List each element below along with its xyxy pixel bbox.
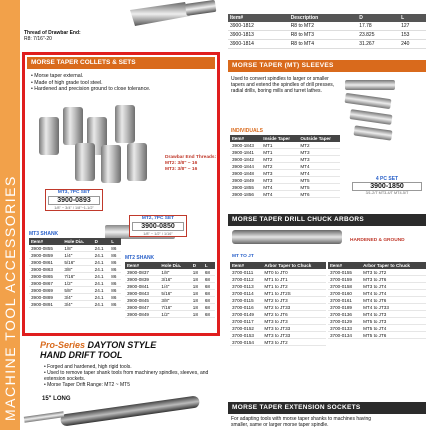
table-row: [230, 191, 340, 198]
mt3-set-title: MT3, 7PC SET: [57, 190, 91, 195]
table-cell: 5/16": [159, 290, 190, 297]
table-row: [125, 276, 215, 283]
drawbar-title: Drawbar End Threads:: [165, 155, 217, 160]
table-cell: MT4: [261, 184, 298, 191]
table-row: [228, 40, 426, 49]
table-cell: 3700-0129: [328, 318, 361, 325]
table-cell: MT2: [261, 163, 298, 170]
table-row: [230, 332, 326, 339]
table-cell: 3900-1842: [230, 156, 261, 163]
table-header: Inside Taper: [261, 135, 298, 142]
mt3-set-number: 3900-0893: [48, 196, 100, 205]
table-header: Item#: [230, 262, 262, 269]
arbors-title: MORSE TAPER DRILL CHUCK ARBORS: [228, 214, 426, 226]
pro-series-label: Pro-Series: [40, 340, 86, 350]
table-cell: 18: [191, 290, 203, 297]
table-cell: 3700-0161: [328, 297, 361, 304]
table-cell: 24.1: [93, 252, 110, 259]
thread-label: Thread of Drawbar End:: [24, 30, 81, 36]
mt2-set-box: [129, 215, 187, 237]
table-cell: MT2 to JT6: [262, 311, 326, 318]
table-cell: 86: [109, 245, 121, 252]
mt3-set-box: [45, 189, 103, 211]
table-cell: MT4: [298, 163, 340, 170]
collets-image: [31, 95, 151, 185]
table-cell: 3700-0133: [328, 325, 361, 332]
table-cell: 68: [203, 311, 215, 318]
table-cell: 3700-0114: [230, 290, 262, 297]
table-cell: 7/16": [62, 273, 92, 280]
table-cell: MT5 to JT6: [361, 332, 426, 339]
table-cell: 18: [191, 276, 203, 283]
table-row: [125, 311, 215, 318]
table-row: [328, 325, 426, 332]
table-row: [125, 283, 215, 290]
table-cell: MT1 to JT1: [262, 276, 326, 283]
table-cell: MT3 to JT2: [361, 269, 426, 276]
sleeves-set-number: 3900-1850: [352, 182, 422, 191]
table-cell: 1/2": [159, 311, 190, 318]
table-row: [230, 170, 340, 177]
table-cell: MT2 to JT3: [262, 297, 326, 304]
table-row: [228, 31, 426, 40]
table-cell: MT3: [298, 156, 340, 163]
dayton-title: [40, 340, 156, 360]
table-row: [230, 318, 326, 325]
table-cell: 3900-0867: [29, 280, 62, 287]
table-cell: MT4: [298, 170, 340, 177]
table-row: [230, 339, 326, 346]
table-cell: 3900-0869: [29, 287, 62, 294]
table-row: [29, 259, 121, 266]
sidebar-strip: [0, 0, 20, 430]
list-item: • Morse Taper Drift Range: MT2 ~ MT5: [44, 382, 224, 388]
table-cell: MT4: [261, 191, 298, 198]
table-cell: 1/8": [62, 245, 92, 252]
table-cell: MT4 to JT33: [361, 304, 426, 311]
table-cell: 68: [203, 269, 215, 276]
morse-collets-panel: [22, 52, 220, 336]
table-cell: 86: [109, 294, 121, 301]
table-row: [230, 311, 326, 318]
table-cell: 24.1: [93, 287, 110, 294]
table-cell: 24.1: [93, 266, 110, 273]
long-label: 15" LONG: [42, 396, 71, 402]
table-cell: 3700-0112: [230, 276, 262, 283]
thread-spec: [24, 30, 81, 42]
table-header: Item#: [125, 262, 159, 269]
table-row: [230, 290, 326, 297]
arbors-table-left: [230, 262, 326, 346]
table-cell: MT6: [298, 191, 340, 198]
table-header: Item#: [29, 238, 62, 245]
table-cell: 86: [109, 301, 121, 308]
sleeves-table: [230, 135, 340, 198]
table-cell: MT1 to JT2: [262, 283, 326, 290]
sleeves-set-box: [352, 176, 422, 195]
table-cell: MT3 to JT33: [262, 332, 326, 339]
table-cell: MT3 to JT4: [361, 283, 426, 290]
table-row: [29, 252, 121, 259]
table-header: Item#: [230, 135, 261, 142]
table-cell: 3700-0152: [230, 325, 262, 332]
table-cell: 3900-0847: [125, 304, 159, 311]
arbor-image: [232, 230, 342, 244]
dayton-features: [44, 364, 224, 388]
table-cell: 24.1: [93, 245, 110, 252]
extension-title: MORSE TAPER EXTENSION SOCKETS: [228, 402, 426, 414]
collets-features: [31, 73, 150, 93]
drawbar-threads: [165, 155, 216, 173]
table-cell: 3900-1844: [230, 163, 261, 170]
table-row: [328, 297, 426, 304]
table-header: Hole Dia.: [62, 238, 92, 245]
table-cell: 18: [191, 269, 203, 276]
table-row: [230, 325, 326, 332]
collet-piece: [101, 145, 121, 183]
table-row: [328, 311, 426, 318]
table-cell: 3700-0111: [230, 269, 262, 276]
table-row: [29, 273, 121, 280]
table-cell: MT3 to JT2: [262, 339, 326, 346]
table-cell: 3700-0134: [328, 332, 361, 339]
table-cell: 3900-0841: [125, 283, 159, 290]
table-cell: 68: [203, 290, 215, 297]
collets-title: MORSE TAPER COLLETS & SETS: [27, 57, 215, 69]
table-row: [230, 163, 340, 170]
table-cell: 7/16": [159, 304, 190, 311]
mt2-set-title: MT2, 7PC SET: [141, 216, 175, 221]
table-row: [230, 297, 326, 304]
table-cell: 24.1: [93, 273, 110, 280]
table-cell: MT4 to JT4: [361, 290, 426, 297]
table-row: [230, 149, 340, 156]
collet-piece: [75, 143, 95, 181]
drawbar-mt2: MT2: 3/8" ~ 16: [165, 161, 198, 166]
sleeves-set-range: 3/1-2/T MT3-4/T MT4-5/T: [365, 191, 409, 195]
hardened-label: HARDENED & GROUND: [350, 238, 405, 243]
table-cell: 5/8": [62, 287, 92, 294]
table-cell: 3700-0189: [328, 304, 361, 311]
mt3-set-range: 1/8" ~ 3/4" / 1/8"~1-1/2": [54, 206, 94, 210]
table-cell: 3900-1814: [228, 40, 289, 49]
table-cell: 24.1: [93, 259, 110, 266]
table-header: L: [109, 238, 121, 245]
collet-piece: [63, 107, 83, 145]
table-cell: 18: [191, 304, 203, 311]
table-cell: 3700-0117: [230, 318, 262, 325]
list-item: • Made of high grade tool steel.: [31, 80, 150, 87]
table-cell: 24.1: [93, 280, 110, 287]
table-row: [125, 304, 215, 311]
table-header: L: [399, 14, 426, 22]
table-row: [228, 22, 426, 31]
table-cell: 3900-0891: [29, 301, 62, 308]
extension-description: For adapting tools with morse taper shanks to machines having smaller, same or larger morse taper spindle.: [231, 416, 372, 428]
dayton-title-line2: HAND DRIFT TOOL: [40, 350, 123, 360]
mt2-shank-label: MT2 SHANK: [125, 255, 155, 261]
table-cell: 86: [109, 266, 121, 273]
table-cell: 86: [109, 259, 121, 266]
table-cell: 3700-0115: [230, 297, 262, 304]
table-cell: 3900-1848: [230, 170, 261, 177]
r8-table: [228, 14, 426, 49]
table-row: [29, 280, 121, 287]
table-cell: MT5 to JT3: [361, 318, 426, 325]
table-header: Outside Taper: [298, 135, 340, 142]
sleeves-set-title: 4 PC SET: [375, 176, 399, 182]
table-cell: 3700-0155: [328, 269, 361, 276]
table-row: [328, 283, 426, 290]
table-cell: 1/4": [62, 252, 92, 259]
table-header: D: [191, 262, 203, 269]
table-row: [29, 287, 121, 294]
table-cell: MT3 to JT33: [262, 325, 326, 332]
table-cell: 3900-1812: [228, 22, 289, 31]
dayton-title-line1: DAYTON STYLE: [85, 340, 157, 350]
table-cell: 3900-1843: [230, 142, 261, 149]
table-cell: 3900-0839: [125, 276, 159, 283]
table-row: [230, 276, 326, 283]
table-cell: MT0 to JT0: [262, 269, 326, 276]
table-cell: 23.825: [357, 31, 399, 40]
table-cell: 127: [399, 22, 426, 31]
table-cell: 1/4": [159, 283, 190, 290]
table-cell: 3700-0160: [328, 290, 361, 297]
table-header: Item#: [328, 262, 361, 269]
table-row: [230, 304, 326, 311]
table-cell: 3/4": [62, 294, 92, 301]
table-row: [230, 156, 340, 163]
table-cell: MT3: [298, 149, 340, 156]
sleeve-image: [353, 125, 392, 140]
table-header: L: [203, 262, 215, 269]
table-row: [230, 177, 340, 184]
table-cell: 3700-0116: [230, 304, 262, 311]
table-cell: 3700-0158: [328, 283, 361, 290]
drift-tool-tip: [24, 411, 64, 423]
table-header: D: [93, 238, 110, 245]
sleeve-image: [350, 109, 393, 125]
table-cell: 3700-0113: [230, 283, 262, 290]
table-cell: 1/2": [62, 280, 92, 287]
table-cell: 3/8": [62, 266, 92, 273]
collet-piece: [39, 117, 59, 155]
table-header: Hole Dia.: [159, 262, 190, 269]
drift-tool-image: [60, 395, 200, 426]
table-cell: MT5: [298, 177, 340, 184]
table-cell: R8 to MT2: [289, 22, 358, 31]
sleeves-title: MORSE TAPER (MT) SLEEVES: [228, 60, 426, 72]
table-row: [328, 276, 426, 283]
thread-value: R8: 7/16"-20: [24, 36, 52, 42]
table-cell: MT5 to JT4: [361, 325, 426, 332]
table-row: [125, 297, 215, 304]
table-row: [328, 290, 426, 297]
table-cell: MT4 to JT3: [361, 311, 426, 318]
mt3-shank-table: [29, 238, 121, 308]
list-item: • Forged and hardened, high rigid tools.: [44, 364, 224, 370]
table-cell: 86: [109, 273, 121, 280]
table-cell: 1/8": [159, 269, 190, 276]
list-item: • Hardened and precision ground to close tolerance.: [31, 86, 150, 93]
table-cell: 5/16": [62, 259, 92, 266]
table-row: [328, 332, 426, 339]
table-cell: 3/4": [62, 301, 92, 308]
table-cell: MT4 to JT6: [361, 297, 426, 304]
table-cell: 3900-0849: [125, 311, 159, 318]
table-cell: 86: [109, 252, 121, 259]
table-cell: 3900-1813: [228, 31, 289, 40]
table-cell: MT3: [261, 170, 298, 177]
table-row: [230, 283, 326, 290]
table-cell: 3900-0865: [29, 273, 62, 280]
adapter-tool-image: [130, 0, 220, 40]
table-cell: MT1 to JT2S: [262, 290, 326, 297]
table-row: [230, 184, 340, 191]
list-item: • Used to remove taper shank tools from machinery spindles, sleeves, and extension sockets.: [44, 370, 224, 382]
arbors-table-right: [328, 262, 426, 339]
table-cell: 3900-1856: [230, 191, 261, 198]
table-cell: 3/16": [159, 276, 190, 283]
table-cell: 3900-0889: [29, 294, 62, 301]
table-cell: MT3 to JT3: [262, 318, 326, 325]
table-cell: 3900-1855: [230, 184, 261, 191]
table-header: Item#: [228, 14, 289, 22]
table-cell: 3/8": [159, 297, 190, 304]
collet-piece: [127, 143, 147, 181]
table-cell: 3900-0861: [29, 259, 62, 266]
mt2-shank-table: [125, 262, 215, 318]
table-cell: 86: [109, 280, 121, 287]
table-cell: MT5: [298, 184, 340, 191]
table-cell: 3900-1841: [230, 149, 261, 156]
table-cell: 18: [191, 297, 203, 304]
table-cell: 3700-0154: [230, 339, 262, 346]
table-cell: 68: [203, 283, 215, 290]
table-header: Arbor Taper to Chuck: [361, 262, 426, 269]
table-cell: R8 to MT3: [289, 31, 358, 40]
table-row: [125, 290, 215, 297]
sidebar-title: MACHINE TOOL ACCESSORIES: [2, 175, 18, 421]
table-cell: 3700-0153: [230, 332, 262, 339]
table-row: [29, 266, 121, 273]
table-cell: 3700-0149: [230, 311, 262, 318]
table-cell: 153: [399, 31, 426, 40]
table-cell: 3900-0863: [29, 266, 62, 273]
table-cell: 18: [191, 311, 203, 318]
sleeve-image: [345, 80, 395, 90]
mt2-set-range: 1/8" ~ 1/2" / 1/16": [143, 232, 173, 236]
sleeve-image: [345, 93, 392, 109]
table-cell: 3900-0845: [125, 297, 159, 304]
table-cell: 3900-1849: [230, 177, 261, 184]
table-row: [328, 318, 426, 325]
sleeves-description: Used to convert spindles to larger or smaller tapers and extend the spindles of drill presses, radial drills, boring mills and turret lathes.: [231, 76, 335, 94]
list-item: • Morse taper external.: [31, 73, 150, 80]
table-cell: 17.78: [357, 22, 399, 31]
table-cell: 240: [399, 40, 426, 49]
mt-to-jt-label: MT TO JT: [232, 254, 254, 259]
table-header: Description: [289, 14, 358, 22]
table-cell: 86: [109, 287, 121, 294]
drawbar-mt3: MT3: 3/8" ~ 16: [165, 167, 198, 172]
table-cell: MT1: [261, 149, 298, 156]
table-cell: 3900-0859: [29, 252, 62, 259]
table-cell: MT2: [261, 156, 298, 163]
table-header: Arbor Taper to Chuck: [262, 262, 326, 269]
table-cell: 3900-0843: [125, 290, 159, 297]
table-cell: MT2: [298, 142, 340, 149]
table-cell: 24.1: [93, 294, 110, 301]
table-cell: MT3 to JT6: [361, 276, 426, 283]
table-cell: 24.1: [93, 301, 110, 308]
table-cell: 3900-0837: [125, 269, 159, 276]
individuals-label: INDIVIDUALS: [231, 128, 263, 134]
table-cell: MT2 to JT33: [262, 304, 326, 311]
table-row: [328, 304, 426, 311]
table-cell: MT1: [261, 142, 298, 149]
table-cell: 3900-0855: [29, 245, 62, 252]
mt2-set-number: 3900-0850: [132, 222, 184, 231]
table-cell: 18: [191, 283, 203, 290]
table-cell: MT3: [261, 177, 298, 184]
table-cell: 3700-0136: [328, 311, 361, 318]
table-row: [29, 301, 121, 308]
collet-piece: [115, 105, 135, 143]
table-row: [29, 294, 121, 301]
table-header: D: [357, 14, 399, 22]
table-cell: 68: [203, 297, 215, 304]
mt3-shank-label: MT3 SHANK: [29, 231, 59, 237]
table-cell: 3700-0159: [328, 276, 361, 283]
table-cell: R8 to MT4: [289, 40, 358, 49]
table-cell: 31.267: [357, 40, 399, 49]
table-cell: 68: [203, 304, 215, 311]
table-cell: 68: [203, 276, 215, 283]
